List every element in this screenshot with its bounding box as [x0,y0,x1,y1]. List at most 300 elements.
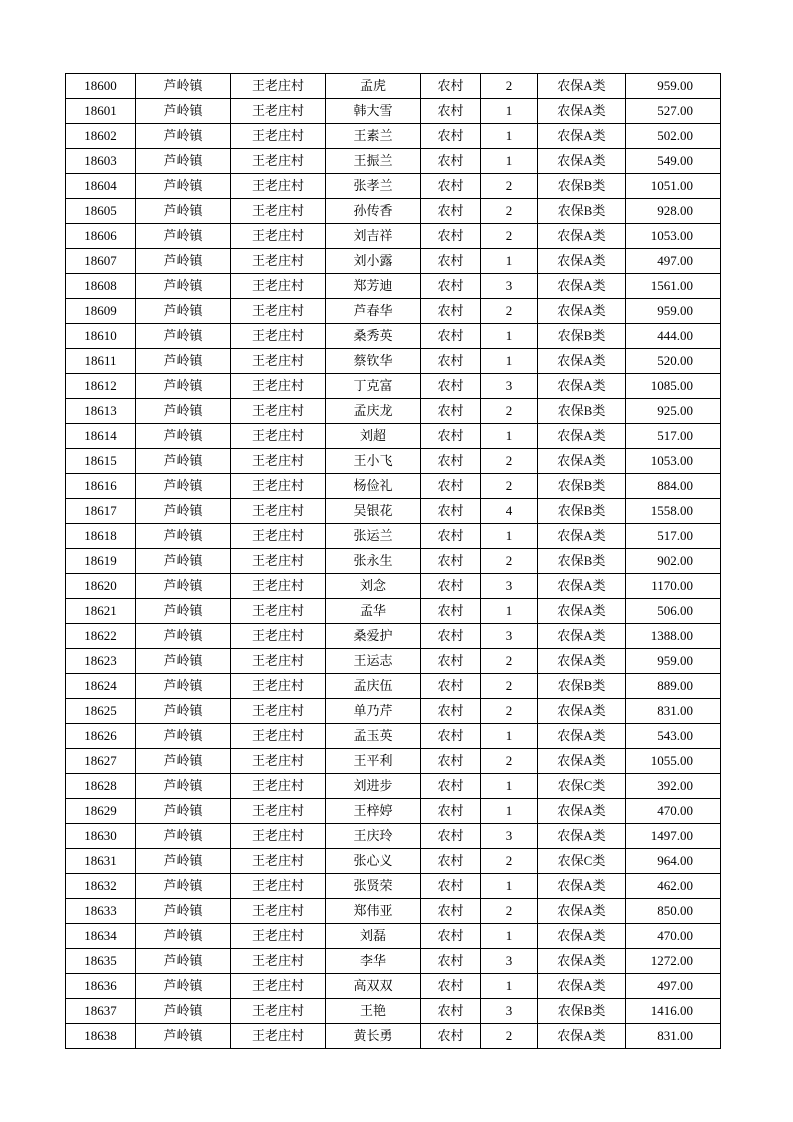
cell-residence-type: 农村 [421,574,481,599]
cell-person-name: 李华 [326,949,421,974]
cell-record-id: 18601 [66,99,136,124]
cell-record-id: 18612 [66,374,136,399]
cell-residence-type: 农村 [421,999,481,1024]
cell-amount: 462.00 [626,874,721,899]
cell-residence-type: 农村 [421,474,481,499]
cell-amount: 1558.00 [626,499,721,524]
cell-residence-type: 农村 [421,274,481,299]
cell-record-id: 18635 [66,949,136,974]
cell-record-id: 18628 [66,774,136,799]
cell-village: 王老庄村 [231,274,326,299]
cell-person-count: 3 [481,624,538,649]
cell-person-count: 3 [481,999,538,1024]
cell-record-id: 18621 [66,599,136,624]
cell-insurance-category: 农保A类 [538,349,626,374]
cell-village: 王老庄村 [231,1024,326,1049]
cell-insurance-category: 农保A类 [538,424,626,449]
cell-town: 芦岭镇 [136,349,231,374]
cell-person-count: 1 [481,249,538,274]
cell-amount: 470.00 [626,924,721,949]
cell-town: 芦岭镇 [136,249,231,274]
cell-record-id: 18609 [66,299,136,324]
cell-residence-type: 农村 [421,149,481,174]
cell-village: 王老庄村 [231,799,326,824]
cell-person-count: 1 [481,974,538,999]
cell-amount: 902.00 [626,549,721,574]
cell-village: 王老庄村 [231,774,326,799]
cell-insurance-category: 农保A类 [538,649,626,674]
cell-record-id: 18614 [66,424,136,449]
cell-amount: 925.00 [626,399,721,424]
cell-residence-type: 农村 [421,524,481,549]
table-row [66,149,721,174]
cell-insurance-category: 农保B类 [538,549,626,574]
cell-residence-type: 农村 [421,774,481,799]
cell-town: 芦岭镇 [136,599,231,624]
cell-village: 王老庄村 [231,224,326,249]
cell-town: 芦岭镇 [136,699,231,724]
cell-town: 芦岭镇 [136,224,231,249]
cell-insurance-category: 农保B类 [538,324,626,349]
cell-person-count: 3 [481,374,538,399]
cell-person-name: 孟庆伍 [326,674,421,699]
cell-record-id: 18638 [66,1024,136,1049]
cell-town: 芦岭镇 [136,549,231,574]
table-row [66,449,721,474]
table-row [66,224,721,249]
cell-amount: 1497.00 [626,824,721,849]
cell-record-id: 18618 [66,524,136,549]
table-row [66,299,721,324]
cell-person-name: 刘念 [326,574,421,599]
cell-person-name: 郑芳迪 [326,274,421,299]
table-row [66,899,721,924]
cell-insurance-category: 农保A类 [538,524,626,549]
cell-person-name: 刘吉祥 [326,224,421,249]
cell-record-id: 18617 [66,499,136,524]
cell-record-id: 18613 [66,399,136,424]
cell-town: 芦岭镇 [136,399,231,424]
cell-village: 王老庄村 [231,199,326,224]
cell-town: 芦岭镇 [136,74,231,99]
cell-person-name: 刘小露 [326,249,421,274]
cell-town: 芦岭镇 [136,874,231,899]
cell-town: 芦岭镇 [136,449,231,474]
cell-insurance-category: 农保A类 [538,99,626,124]
cell-person-count: 1 [481,149,538,174]
cell-insurance-category: 农保A类 [538,874,626,899]
cell-village: 王老庄村 [231,924,326,949]
cell-person-name: 刘进步 [326,774,421,799]
cell-residence-type: 农村 [421,174,481,199]
cell-amount: 884.00 [626,474,721,499]
cell-person-count: 2 [481,749,538,774]
cell-town: 芦岭镇 [136,749,231,774]
cell-person-name: 单乃芹 [326,699,421,724]
cell-record-id: 18619 [66,549,136,574]
cell-person-name: 王运志 [326,649,421,674]
cell-record-id: 18603 [66,149,136,174]
cell-person-name: 桑秀英 [326,324,421,349]
cell-record-id: 18616 [66,474,136,499]
table-body [66,74,721,1049]
cell-village: 王老庄村 [231,499,326,524]
cell-insurance-category: 农保A类 [538,724,626,749]
cell-amount: 497.00 [626,974,721,999]
cell-record-id: 18607 [66,249,136,274]
cell-person-count: 2 [481,649,538,674]
cell-person-name: 张永生 [326,549,421,574]
cell-town: 芦岭镇 [136,999,231,1024]
cell-town: 芦岭镇 [136,274,231,299]
cell-village: 王老庄村 [231,174,326,199]
cell-village: 王老庄村 [231,824,326,849]
cell-amount: 1055.00 [626,749,721,774]
table-row [66,499,721,524]
cell-residence-type: 农村 [421,224,481,249]
cell-record-id: 18604 [66,174,136,199]
cell-village: 王老庄村 [231,449,326,474]
cell-person-name: 王平利 [326,749,421,774]
cell-village: 王老庄村 [231,749,326,774]
cell-insurance-category: 农保A类 [538,599,626,624]
cell-person-name: 王小飞 [326,449,421,474]
cell-town: 芦岭镇 [136,849,231,874]
cell-person-name: 芦春华 [326,299,421,324]
cell-record-id: 18626 [66,724,136,749]
cell-amount: 1051.00 [626,174,721,199]
cell-residence-type: 农村 [421,799,481,824]
cell-village: 王老庄村 [231,724,326,749]
cell-town: 芦岭镇 [136,174,231,199]
cell-residence-type: 农村 [421,1024,481,1049]
cell-insurance-category: 农保A类 [538,224,626,249]
cell-insurance-category: 农保A类 [538,574,626,599]
cell-town: 芦岭镇 [136,799,231,824]
cell-residence-type: 农村 [421,74,481,99]
cell-amount: 1053.00 [626,449,721,474]
cell-town: 芦岭镇 [136,899,231,924]
cell-town: 芦岭镇 [136,1024,231,1049]
cell-record-id: 18606 [66,224,136,249]
cell-insurance-category: 农保A类 [538,299,626,324]
cell-town: 芦岭镇 [136,774,231,799]
cell-person-name: 张孝兰 [326,174,421,199]
cell-record-id: 18605 [66,199,136,224]
table-row [66,274,721,299]
cell-person-name: 韩大雪 [326,99,421,124]
cell-person-count: 1 [481,424,538,449]
cell-insurance-category: 农保A类 [538,449,626,474]
cell-person-count: 2 [481,174,538,199]
cell-insurance-category: 农保B类 [538,399,626,424]
cell-amount: 1085.00 [626,374,721,399]
cell-amount: 392.00 [626,774,721,799]
cell-insurance-category: 农保A类 [538,974,626,999]
cell-village: 王老庄村 [231,849,326,874]
cell-residence-type: 农村 [421,924,481,949]
cell-insurance-category: 农保A类 [538,1024,626,1049]
cell-residence-type: 农村 [421,824,481,849]
cell-village: 王老庄村 [231,149,326,174]
cell-town: 芦岭镇 [136,424,231,449]
table-row [66,824,721,849]
cell-person-name: 张贤荣 [326,874,421,899]
table-row [66,949,721,974]
cell-person-count: 2 [481,549,538,574]
cell-amount: 517.00 [626,524,721,549]
cell-amount: 517.00 [626,424,721,449]
table-row [66,74,721,99]
cell-insurance-category: 农保A类 [538,924,626,949]
cell-person-count: 2 [481,224,538,249]
cell-village: 王老庄村 [231,324,326,349]
cell-town: 芦岭镇 [136,374,231,399]
table-row [66,774,721,799]
cell-town: 芦岭镇 [136,649,231,674]
table-row [66,549,721,574]
table-row [66,849,721,874]
cell-person-name: 黄长勇 [326,1024,421,1049]
cell-person-count: 4 [481,499,538,524]
cell-person-name: 高双双 [326,974,421,999]
cell-amount: 502.00 [626,124,721,149]
table-row [66,674,721,699]
table-row [66,574,721,599]
cell-residence-type: 农村 [421,874,481,899]
cell-amount: 964.00 [626,849,721,874]
cell-amount: 1561.00 [626,274,721,299]
cell-person-count: 1 [481,324,538,349]
cell-insurance-category: 农保B类 [538,174,626,199]
cell-record-id: 18600 [66,74,136,99]
cell-residence-type: 农村 [421,624,481,649]
table-row [66,724,721,749]
cell-insurance-category: 农保B类 [538,999,626,1024]
cell-town: 芦岭镇 [136,474,231,499]
table-row [66,599,721,624]
cell-village: 王老庄村 [231,524,326,549]
cell-village: 王老庄村 [231,424,326,449]
table-row [66,999,721,1024]
cell-insurance-category: 农保B类 [538,474,626,499]
cell-town: 芦岭镇 [136,824,231,849]
cell-person-name: 孟虎 [326,74,421,99]
cell-record-id: 18624 [66,674,136,699]
cell-person-name: 杨俭礼 [326,474,421,499]
cell-person-count: 2 [481,849,538,874]
cell-person-name: 张心义 [326,849,421,874]
cell-person-count: 2 [481,899,538,924]
table-row [66,799,721,824]
cell-person-name: 王庆玲 [326,824,421,849]
cell-record-id: 18629 [66,799,136,824]
cell-town: 芦岭镇 [136,949,231,974]
cell-residence-type: 农村 [421,374,481,399]
cell-person-name: 王振兰 [326,149,421,174]
cell-residence-type: 农村 [421,399,481,424]
cell-amount: 959.00 [626,74,721,99]
table-row [66,399,721,424]
cell-insurance-category: 农保A类 [538,624,626,649]
cell-residence-type: 农村 [421,649,481,674]
cell-village: 王老庄村 [231,249,326,274]
cell-amount: 527.00 [626,99,721,124]
cell-village: 王老庄村 [231,374,326,399]
cell-amount: 444.00 [626,324,721,349]
cell-insurance-category: 农保A类 [538,249,626,274]
cell-person-name: 桑爱护 [326,624,421,649]
cell-village: 王老庄村 [231,74,326,99]
cell-town: 芦岭镇 [136,724,231,749]
cell-person-count: 2 [481,474,538,499]
table-row [66,324,721,349]
cell-residence-type: 农村 [421,499,481,524]
cell-village: 王老庄村 [231,399,326,424]
cell-town: 芦岭镇 [136,574,231,599]
cell-amount: 506.00 [626,599,721,624]
cell-amount: 543.00 [626,724,721,749]
cell-person-name: 王素兰 [326,124,421,149]
cell-village: 王老庄村 [231,699,326,724]
cell-residence-type: 农村 [421,949,481,974]
cell-amount: 1053.00 [626,224,721,249]
cell-amount: 520.00 [626,349,721,374]
cell-amount: 850.00 [626,899,721,924]
cell-amount: 889.00 [626,674,721,699]
cell-village: 王老庄村 [231,549,326,574]
cell-person-name: 张运兰 [326,524,421,549]
cell-insurance-category: 农保A类 [538,74,626,99]
cell-person-count: 2 [481,299,538,324]
cell-residence-type: 农村 [421,899,481,924]
cell-record-id: 18627 [66,749,136,774]
table-row [66,374,721,399]
cell-town: 芦岭镇 [136,324,231,349]
cell-person-name: 丁克富 [326,374,421,399]
cell-residence-type: 农村 [421,599,481,624]
cell-town: 芦岭镇 [136,974,231,999]
cell-record-id: 18631 [66,849,136,874]
cell-town: 芦岭镇 [136,674,231,699]
cell-village: 王老庄村 [231,124,326,149]
cell-residence-type: 农村 [421,324,481,349]
cell-person-count: 3 [481,574,538,599]
cell-residence-type: 农村 [421,124,481,149]
cell-person-count: 3 [481,274,538,299]
table-row [66,124,721,149]
table-row [66,249,721,274]
table-row [66,874,721,899]
cell-person-count: 1 [481,924,538,949]
cell-amount: 1416.00 [626,999,721,1024]
cell-person-name: 孟玉英 [326,724,421,749]
cell-person-count: 3 [481,949,538,974]
cell-amount: 549.00 [626,149,721,174]
cell-person-name: 刘超 [326,424,421,449]
cell-insurance-category: 农保A类 [538,749,626,774]
cell-record-id: 18611 [66,349,136,374]
cell-residence-type: 农村 [421,699,481,724]
cell-insurance-category: 农保C类 [538,849,626,874]
cell-person-name: 刘磊 [326,924,421,949]
cell-insurance-category: 农保B类 [538,199,626,224]
cell-residence-type: 农村 [421,249,481,274]
cell-village: 王老庄村 [231,624,326,649]
cell-person-name: 孟庆龙 [326,399,421,424]
cell-record-id: 18623 [66,649,136,674]
cell-amount: 831.00 [626,699,721,724]
cell-amount: 470.00 [626,799,721,824]
cell-person-count: 2 [481,399,538,424]
cell-town: 芦岭镇 [136,124,231,149]
cell-record-id: 18634 [66,924,136,949]
cell-person-count: 2 [481,74,538,99]
cell-person-name: 吴银花 [326,499,421,524]
cell-insurance-category: 农保B类 [538,674,626,699]
cell-residence-type: 农村 [421,99,481,124]
cell-residence-type: 农村 [421,974,481,999]
cell-amount: 928.00 [626,199,721,224]
cell-insurance-category: 农保A类 [538,274,626,299]
table-row [66,649,721,674]
cell-insurance-category: 农保C类 [538,774,626,799]
cell-record-id: 18637 [66,999,136,1024]
cell-insurance-category: 农保A类 [538,949,626,974]
cell-record-id: 18630 [66,824,136,849]
cell-record-id: 18610 [66,324,136,349]
cell-record-id: 18622 [66,624,136,649]
cell-town: 芦岭镇 [136,99,231,124]
table-row [66,174,721,199]
cell-village: 王老庄村 [231,299,326,324]
cell-village: 王老庄村 [231,99,326,124]
cell-person-count: 1 [481,349,538,374]
cell-village: 王老庄村 [231,349,326,374]
cell-record-id: 18633 [66,899,136,924]
table-row [66,699,721,724]
cell-person-count: 1 [481,799,538,824]
table-row [66,924,721,949]
cell-amount: 1170.00 [626,574,721,599]
cell-residence-type: 农村 [421,424,481,449]
cell-village: 王老庄村 [231,474,326,499]
table-row [66,424,721,449]
cell-residence-type: 农村 [421,549,481,574]
cell-village: 王老庄村 [231,999,326,1024]
cell-person-count: 1 [481,524,538,549]
cell-record-id: 18608 [66,274,136,299]
cell-person-count: 3 [481,824,538,849]
table-row [66,349,721,374]
cell-town: 芦岭镇 [136,624,231,649]
cell-village: 王老庄村 [231,949,326,974]
cell-residence-type: 农村 [421,674,481,699]
cell-amount: 1272.00 [626,949,721,974]
cell-person-count: 2 [481,199,538,224]
cell-person-count: 1 [481,599,538,624]
cell-person-count: 1 [481,99,538,124]
cell-residence-type: 农村 [421,749,481,774]
cell-person-count: 2 [481,674,538,699]
cell-amount: 1388.00 [626,624,721,649]
cell-person-name: 孙传香 [326,199,421,224]
cell-record-id: 18632 [66,874,136,899]
cell-town: 芦岭镇 [136,924,231,949]
table-row [66,199,721,224]
cell-amount: 831.00 [626,1024,721,1049]
cell-town: 芦岭镇 [136,199,231,224]
